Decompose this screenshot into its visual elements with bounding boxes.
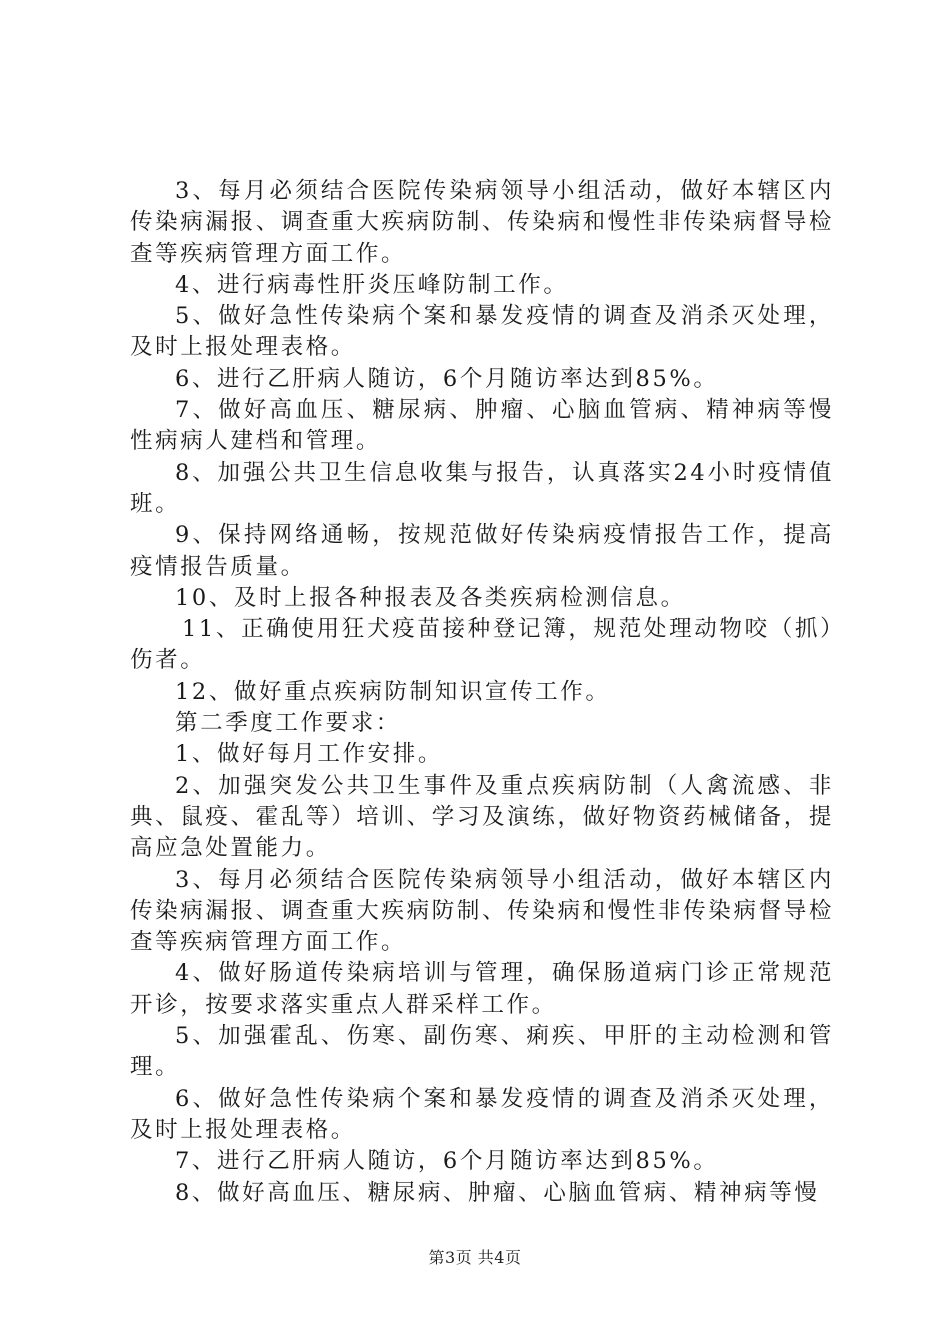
paragraph: 1、做好每月工作安排。 — [175, 741, 443, 768]
paragraph: 6、进行乙肝病人随访，6个月随访率达到85%。 — [175, 365, 719, 392]
paragraph: 7、进行乙肝病人随访，6个月随访率达到85%。 — [175, 1148, 719, 1175]
paragraph: 9、保持网络通畅，按规范做好传染病疫情报告工作，提高疫情报告质量。 — [130, 522, 834, 580]
paragraph: 4、进行病毒性肝炎压峰防制工作。 — [175, 271, 569, 298]
paragraph: 7、做好高血压、糖尿病、肿瘤、心脑血管病、精神病等慢性病病人建档和管理。 — [130, 397, 834, 455]
paragraph: 3、每月必须结合医院传染病领导小组活动，做好本辖区内传染病漏报、调查重大疾病防制、传染病和慢性非传染病督导检查等疾病管理方面工作。 — [130, 866, 834, 956]
paragraph: 5、做好急性传染病个案和暴发疫情的调查及消杀灭处理，及时上报处理表格。 — [130, 303, 834, 361]
paragraph: 8、加强公共卫生信息收集与报告，认真落实24小时疫情值班。 — [130, 459, 834, 517]
paragraph: 2、加强突发公共卫生事件及重点疾病防制（人禽流感、非典、鼠疫、霍乱等）培训、学习及演练，做好物资药械储备，提高应急处置能力。 — [130, 772, 834, 862]
document-body — [130, 176, 834, 1209]
paragraph: 8、做好高血压、糖尿病、肿瘤、心脑血管病、精神病等慢 — [175, 1179, 820, 1206]
section-heading: 第二季度工作要求： — [175, 710, 401, 737]
paragraph: 5、加强霍乱、伤寒、副伤寒、痢疾、甲肝的主动检测和管理。 — [130, 1023, 834, 1081]
paragraph: 6、做好急性传染病个案和暴发疫情的调查及消杀灭处理，及时上报处理表格。 — [130, 1085, 834, 1143]
page-number-footer: 第3页 共4页 — [428, 1248, 522, 1267]
paragraph: 11、正确使用狂犬疫苗接种登记簿，规范处理动物咬（抓）伤者。 — [130, 616, 834, 674]
paragraph: 4、做好肠道传染病培训与管理，确保肠道病门诊正常规范开诊，按要求落实重点人群采样工作。 — [130, 960, 834, 1018]
paragraph: 10、及时上报各种报表及各类疾病检测信息。 — [175, 584, 686, 611]
paragraph: 12、做好重点疾病防制知识宣传工作。 — [175, 678, 611, 705]
paragraph: 3、每月必须结合医院传染病领导小组活动，做好本辖区内传染病漏报、调查重大疾病防制、传染病和慢性非传染病督导检查等疾病管理方面工作。 — [130, 178, 834, 267]
